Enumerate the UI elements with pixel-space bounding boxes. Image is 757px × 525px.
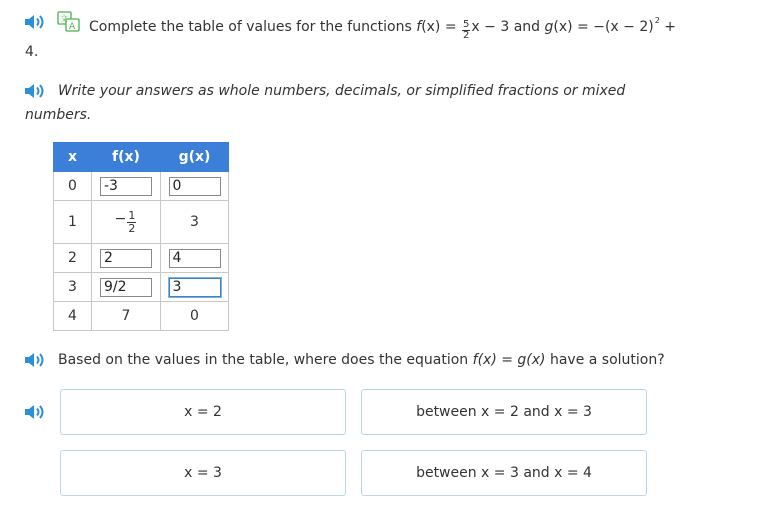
f-cell (92, 172, 161, 201)
choice-between-3-and-4[interactable]: between x = 3 and x = 4 (361, 450, 647, 496)
speaker-icon[interactable] (23, 402, 49, 422)
question-intro: Complete the table of values for the functions (89, 19, 412, 35)
table-row (54, 244, 229, 273)
fraction-numerator: 1 (128, 208, 136, 222)
g-input[interactable]: 4 (169, 249, 221, 268)
f-input[interactable]: 2 (100, 249, 152, 268)
fraction-denominator: 2 (128, 221, 136, 235)
speaker-icon[interactable] (23, 81, 49, 101)
values-table (53, 142, 229, 331)
g-cell (161, 244, 229, 273)
prompt-part2: have a solution? (545, 352, 665, 368)
plus-sign: + (659, 19, 676, 35)
fraction-numerator: 5 (463, 19, 470, 30)
minus-sign: − (114, 210, 127, 227)
fraction-denominator: 2 (463, 30, 470, 41)
g-input[interactable]: 3 (169, 278, 221, 297)
header-fx: f(x) (92, 143, 161, 172)
table-row (54, 172, 229, 201)
x-cell: 2 (54, 244, 92, 273)
table-row (54, 201, 229, 244)
equals-sign: = (440, 19, 462, 35)
instruction-line2: numbers. (25, 107, 92, 123)
x-cell: 0 (54, 172, 92, 201)
choice-between-2-and-3[interactable]: between x = 2 and x = 3 (361, 389, 647, 435)
half-fraction (127, 210, 136, 235)
choice-x-equals-2[interactable]: x = 2 (60, 389, 346, 435)
header-gx: g(x) (161, 143, 229, 172)
g-cell: 0 (161, 302, 229, 331)
f-input[interactable]: -3 (100, 177, 152, 196)
speaker-icon[interactable] (23, 350, 49, 370)
f-cell (92, 273, 161, 302)
g-var: (x) (553, 19, 573, 35)
f-cell (92, 244, 161, 273)
g-rest: = −(x − 2) (572, 19, 654, 35)
f-cell: 7 (92, 302, 161, 331)
table-row (54, 302, 229, 331)
g-cell (161, 172, 229, 201)
question-wrap: 4. (25, 44, 39, 60)
exponent: 2 (654, 16, 660, 25)
speaker-icon[interactable] (23, 12, 49, 32)
prompt-text (58, 351, 665, 369)
x-cell: 3 (54, 273, 92, 302)
instruction-line1: Write your answers as whole numbers, decimals, or simplified fractions or mixed (58, 83, 626, 99)
g-cell: 3 (161, 201, 229, 244)
choice-x-equals-3[interactable]: x = 3 (60, 450, 346, 496)
prompt-part1: Based on the values in the table, where does the equation (58, 352, 473, 368)
translate-icon[interactable] (57, 11, 81, 33)
f-input[interactable]: 9/2 (100, 278, 152, 297)
g-input[interactable]: 0 (169, 177, 221, 196)
header-x: x (54, 143, 92, 172)
x-cell: 4 (54, 302, 92, 331)
f-var: (x) (421, 19, 441, 35)
g-label: g (544, 19, 554, 35)
f-label: f (416, 19, 422, 35)
f-cell (92, 201, 161, 244)
table-row (54, 273, 229, 302)
svg-text:A: A (69, 22, 76, 32)
values-table-wrapper (53, 142, 229, 331)
f-rest: x − 3 and (471, 19, 545, 35)
x-cell: 1 (54, 201, 92, 244)
prompt-equation: f(x) = g(x) (472, 352, 546, 368)
question-text (89, 12, 676, 41)
g-cell (161, 273, 229, 302)
five-halves-fraction (462, 20, 470, 41)
svg-text:文: 文 (60, 14, 68, 23)
